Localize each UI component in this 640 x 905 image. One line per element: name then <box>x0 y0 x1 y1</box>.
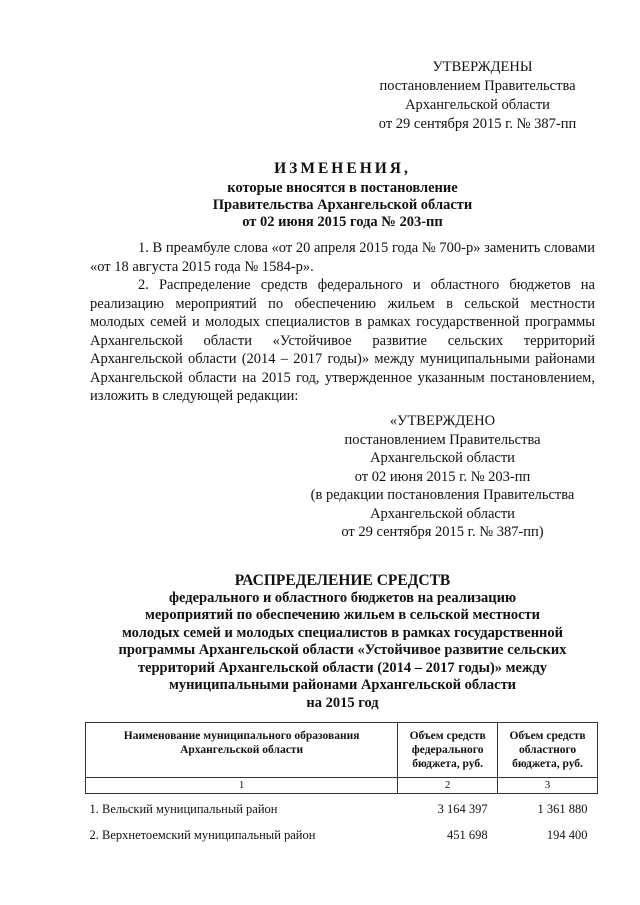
row-name: 1. Вельский муниципальный район <box>89 802 278 816</box>
approved2-line: постановлением Правительства <box>344 431 541 448</box>
table-row <box>86 794 598 821</box>
changes-header <box>90 160 595 231</box>
approved-line: Архангельской области <box>405 97 550 113</box>
distribution-line: молодых семей и молодых специалистов в рамках государственной <box>121 624 564 641</box>
approved2-line: (в редакции постановления Правительства <box>310 487 575 503</box>
header-federal: Объем средств федерального бюджета, руб. <box>398 723 498 778</box>
row-federal: 3 164 397 <box>437 802 488 816</box>
row-federal: 451 698 <box>446 828 488 842</box>
col-number: 2 <box>398 778 498 794</box>
distribution-title: РАСПРЕДЕЛЕНИЕ СРЕДСТВ <box>234 572 451 589</box>
changes-title: ИЗМЕНЕНИЯ, <box>274 160 411 177</box>
body-text <box>90 239 595 406</box>
changes-line: которые вносятся в постановление <box>227 180 458 196</box>
col-number: 1 <box>86 778 398 794</box>
approved-block-2 <box>305 412 580 542</box>
approved-block <box>355 58 600 134</box>
distribution-line: федерального и областного бюджетов на реализацию <box>168 589 517 606</box>
paragraph-1: 1. В преамбуле слова «от 20 апреля 2015 года № 700-р» заменить словами «от 18 августа 2015 года № 1584-р». <box>90 240 595 275</box>
distribution-line: мероприятий по обеспечению жильем в сельской местности <box>144 607 541 623</box>
approved-title: УТВЕРЖДЕНЫ <box>432 59 533 75</box>
table-row <box>86 820 598 846</box>
approved2-line: «УТВЕРЖДЕНО <box>389 413 496 429</box>
distribution-line: программы Архангельской области «Устойчивое развитие сельских <box>118 642 567 658</box>
row-regional: 194 400 <box>546 828 588 842</box>
changes-line: от 02 июня 2015 года № 203-пп <box>242 214 443 230</box>
approved2-line: от 29 сентября 2015 г. № 387-пп) <box>341 524 544 540</box>
changes-line: Правительства Архангельской области <box>212 197 473 213</box>
header-regional: Объем средств областного бюджета, руб. <box>498 723 598 778</box>
approved2-line: Архангельской области <box>370 505 515 522</box>
distribution-line: муниципальными районами Архангельской области <box>168 677 517 693</box>
distribution-header <box>90 572 595 712</box>
row-regional: 1 361 880 <box>537 802 588 816</box>
row-name: 2. Верхнетоемский муниципальный район <box>89 828 316 842</box>
header-municipality: Наименование муниципального образования Архангельской области <box>86 723 398 778</box>
table-header-row <box>86 723 598 778</box>
distribution-table <box>85 722 598 846</box>
approved2-line: Архангельской области <box>370 450 515 466</box>
col-number: 3 <box>498 778 598 794</box>
distribution-line: на 2015 год <box>306 694 379 711</box>
approved2-line: от 02 июня 2015 г. № 203-пп <box>354 468 531 485</box>
approved-line: постановлением Правительства <box>379 78 576 94</box>
distribution-line: территорий Архангельской области (2014 – 2017 годы)» между <box>137 659 548 676</box>
paragraph-2: 2. Распределение средств федерального и областного бюджетов на реализацию мероприятий по обеспечению жильем в сельской местности молодых семей и молодых специалистов в рамках государственной программы Архангельской области «Устойчивое развитие сельских территорий Архангельской области (2014 – 2017 годы)» между муниципальными районами Архангельской области на 2015 год, утвержденное указанным постановлением, изложить в следующей редакции: <box>90 277 595 404</box>
table-number-row <box>86 778 598 794</box>
approved-date: от 29 сентября 2015 г. № 387-пп <box>378 116 577 132</box>
